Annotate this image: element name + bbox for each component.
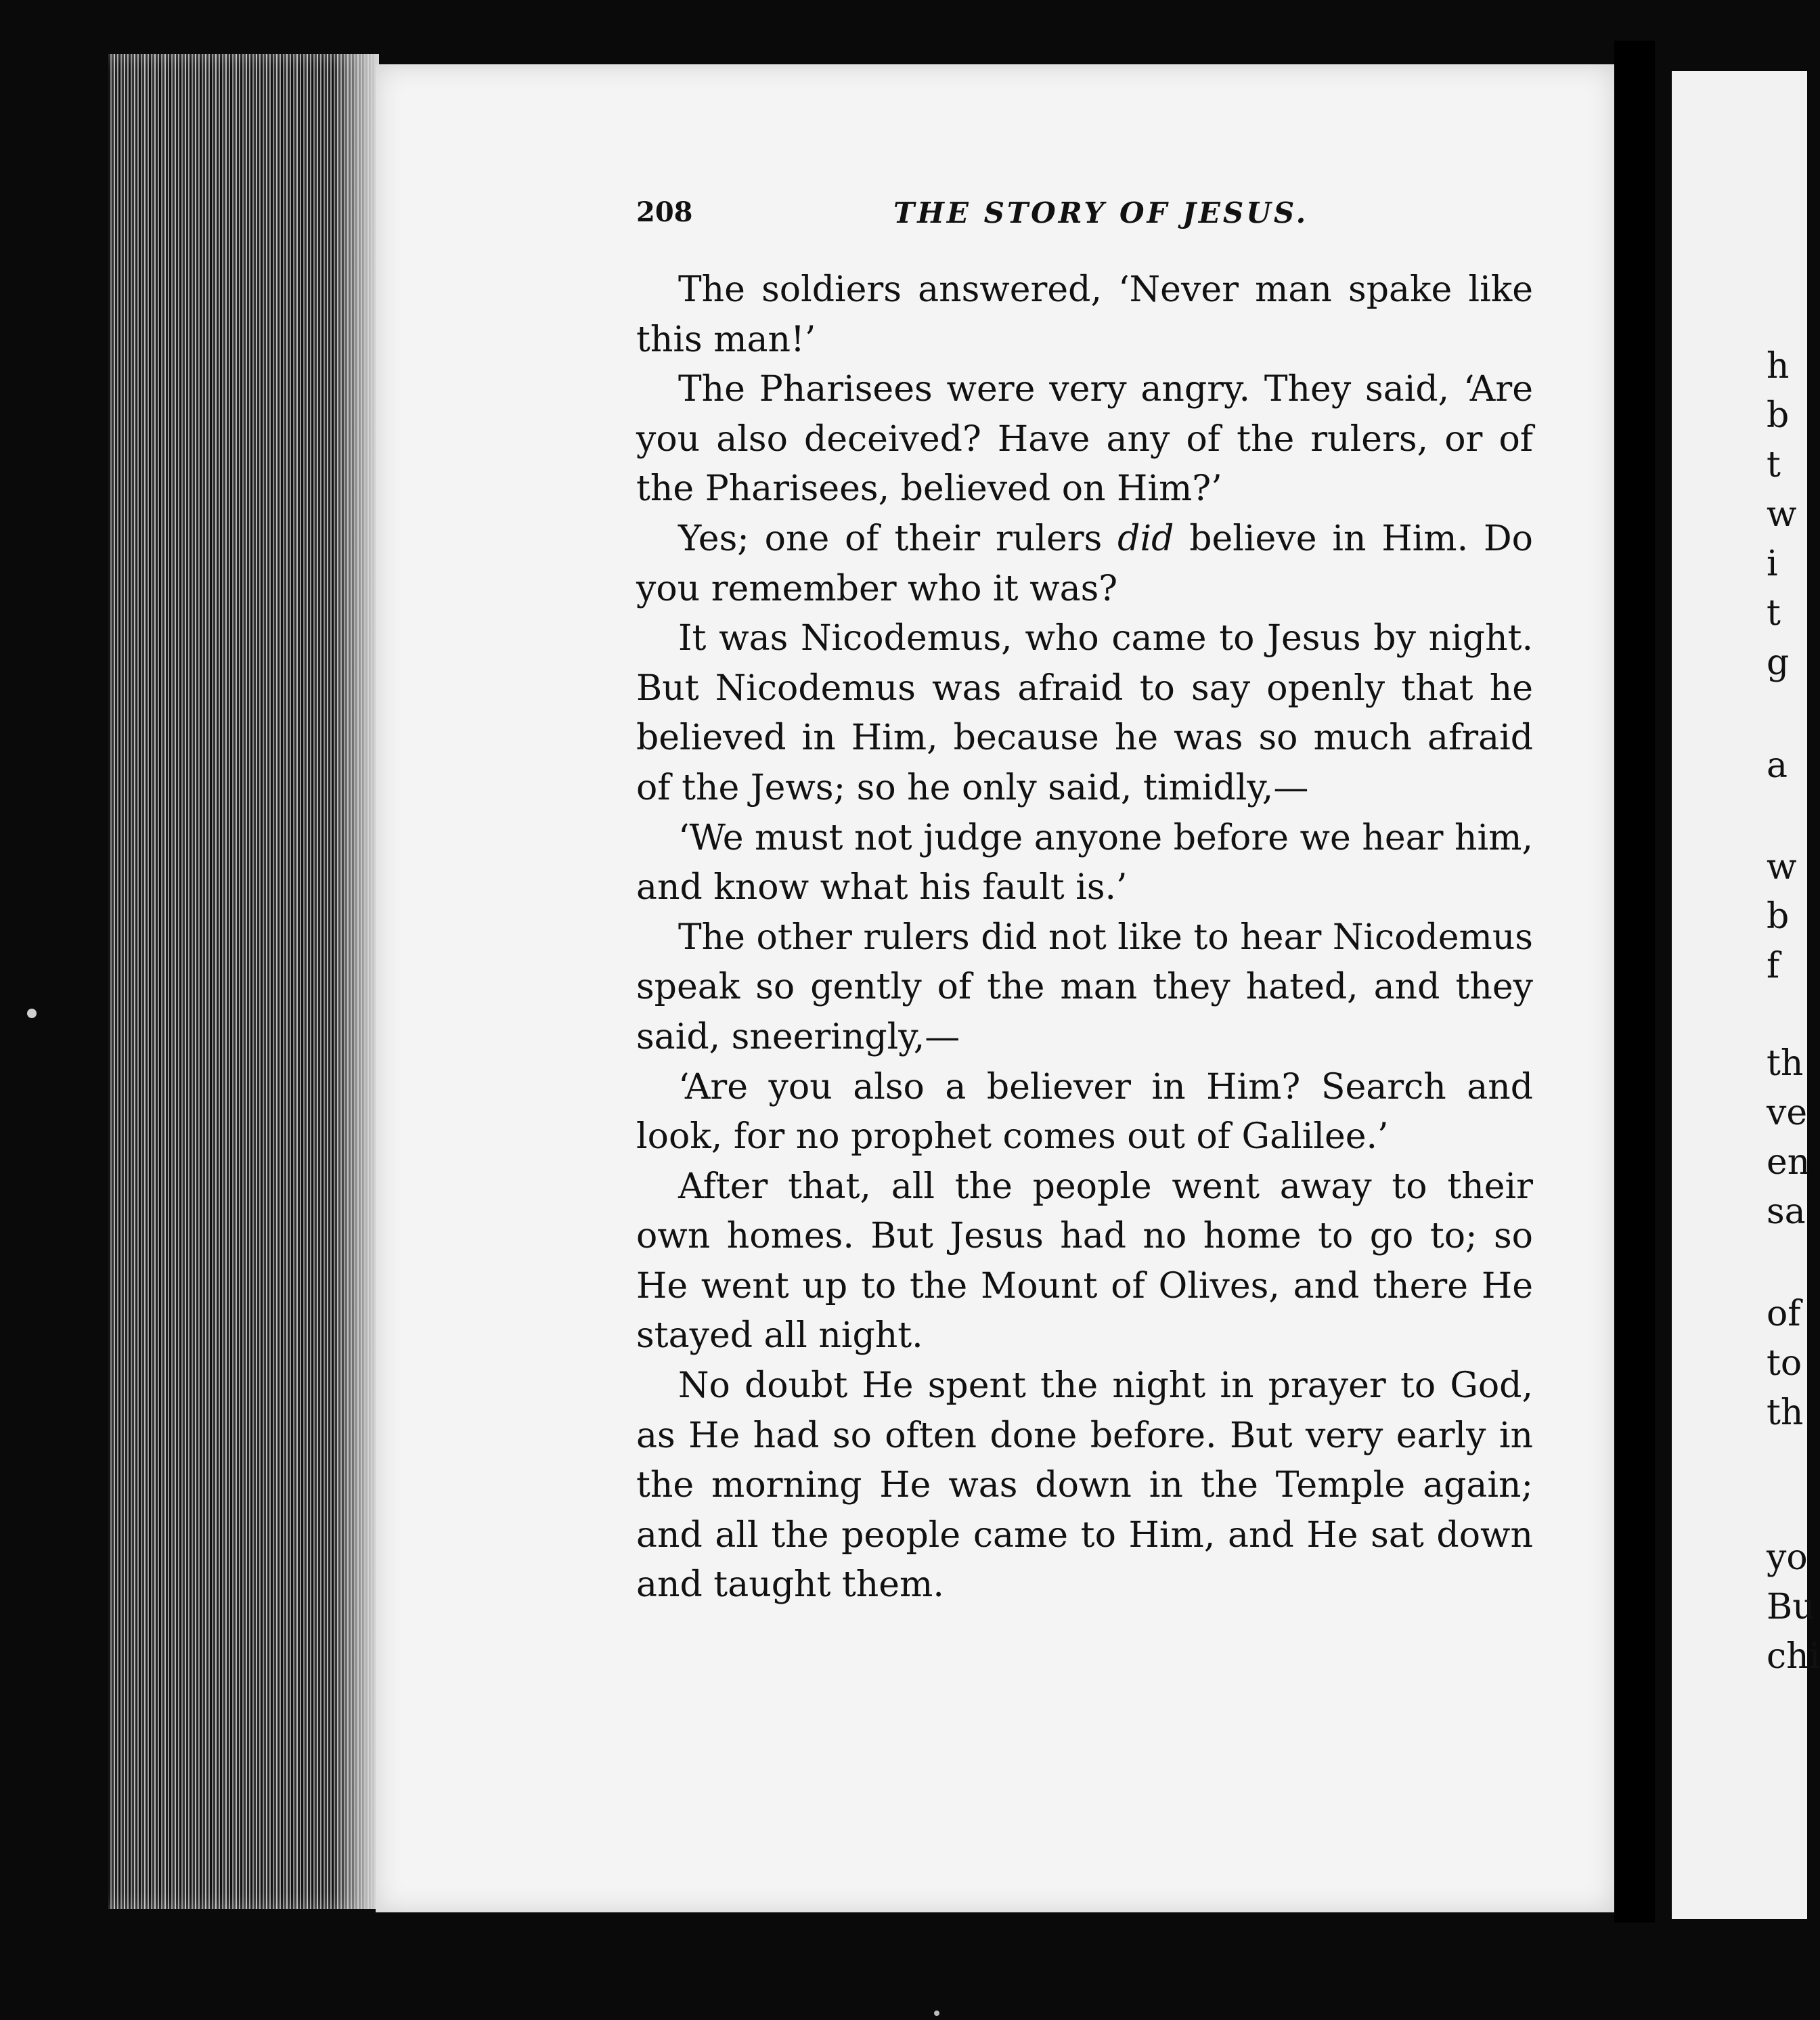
paragraph: It was Nicodemus, who came to Jesus by night. But Nicodemus was afraid to say openly that he believed in Him, because he was so much afraid of the Jews; so he only said, timidly,— bbox=[636, 618, 1533, 808]
paragraph: After that, all the people went away to their own homes. But Jesus had no home to go to; so He went up to the Mount of Olives, and there He stayed all night. bbox=[636, 1166, 1533, 1357]
dust-speck bbox=[934, 2011, 939, 2016]
paragraph: The Pharisees were very angry. They said, ‘Are you also deceived? Have any of the rulers, or of the Pharisees, believed on Him?’ bbox=[636, 369, 1533, 510]
facing-page-fragment: w bbox=[1767, 494, 1797, 535]
page-edge-stack bbox=[108, 54, 379, 1909]
paragraph bbox=[636, 514, 1533, 614]
facing-page-fragment: i bbox=[1767, 544, 1778, 584]
facing-page-fragment: chi bbox=[1767, 1636, 1820, 1677]
facing-page-fragment: yo bbox=[1767, 1537, 1808, 1578]
facing-page-fragment: b bbox=[1767, 395, 1790, 436]
paragraph-text: Yes; one of their rulers bbox=[678, 518, 1118, 559]
paragraph: The soldiers answered, ‘Never man spake like this man!’ bbox=[636, 269, 1533, 360]
facing-page-fragment: w bbox=[1767, 847, 1797, 887]
facing-page-fragment: of bbox=[1767, 1294, 1801, 1334]
facing-page-fragment: sa bbox=[1767, 1191, 1806, 1232]
facing-page-fragment: ve bbox=[1767, 1093, 1808, 1133]
running-title: THE STORY OF JESUS. bbox=[893, 196, 1309, 229]
facing-page-fragment: th bbox=[1767, 1043, 1804, 1084]
facing-page-fragment: f bbox=[1767, 946, 1780, 986]
facing-page-fragment: b bbox=[1767, 896, 1790, 937]
page-number: 208 bbox=[636, 196, 693, 228]
facing-page-fragment: en bbox=[1767, 1142, 1811, 1183]
facing-page bbox=[1672, 71, 1820, 1919]
paragraph: The other rulers did not like to hear Nicodemus speak so gently of the man they hated, and they said, sneeringly,— bbox=[636, 917, 1533, 1057]
facing-page-fragment: t bbox=[1767, 445, 1781, 485]
facing-page-fragment: Bu bbox=[1767, 1587, 1815, 1627]
paragraph: No doubt He spent the night in prayer to God, as He had so often done before. But very early in the morning He was down in the Temple again; and all the people came to Him, and He sat down and taught them. bbox=[636, 1365, 1533, 1606]
facing-page-fragment: th bbox=[1767, 1392, 1804, 1433]
facing-page-fragment: h bbox=[1767, 346, 1790, 387]
facing-page-fragment: a bbox=[1767, 745, 1788, 786]
book-gutter bbox=[1614, 41, 1655, 1923]
paragraph: ‘Are you also a believer in Him? Search and look, for no prophet comes out of Galilee.’ bbox=[636, 1066, 1533, 1158]
body-text bbox=[636, 265, 1533, 1610]
facing-page-fragment: g bbox=[1767, 642, 1790, 683]
emphasis-text: did bbox=[1117, 518, 1174, 559]
running-head bbox=[636, 196, 1530, 237]
paragraph-text: believe in Him. Do you remember who it was? bbox=[636, 518, 1533, 609]
dust-speck bbox=[27, 1009, 37, 1018]
facing-page-fragment: t bbox=[1767, 593, 1781, 634]
paragraph: ‘We must not judge anyone before we hear him, and know what his fault is.’ bbox=[636, 817, 1533, 908]
facing-page-fragment: to bbox=[1767, 1343, 1802, 1384]
